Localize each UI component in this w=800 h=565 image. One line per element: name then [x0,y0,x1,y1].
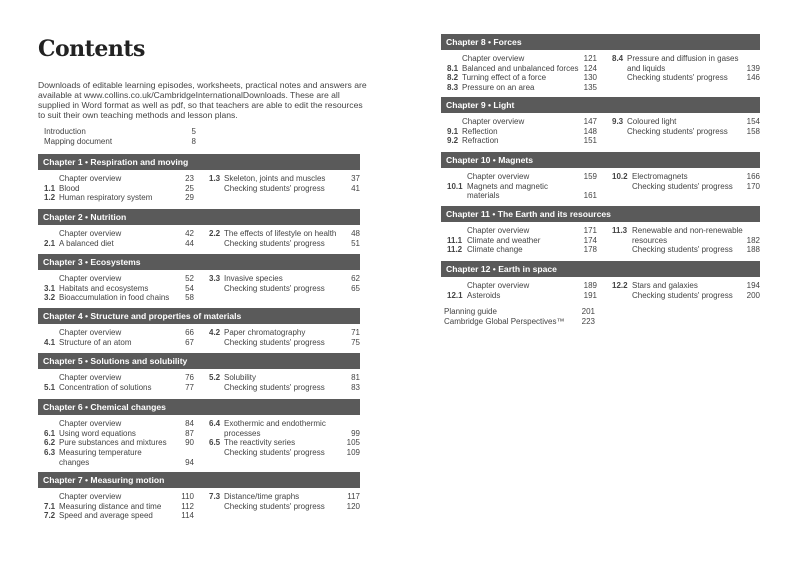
entry-label: Human respiratory system [59,193,153,203]
chapter-section [441,97,760,146]
contents-entry[interactable] [44,274,194,284]
section-number: 10.1 [447,181,463,191]
entry-page: 178 [583,245,597,255]
entry-label: Chapter overview [59,328,122,337]
section-number: 2.1 [44,238,56,248]
contents-entry[interactable] [44,511,194,521]
entry-label: Magnets and magnetic [467,181,548,191]
right-column [612,117,760,136]
entry-page: 109 [346,448,360,458]
section-number: 11.3 [612,226,628,235]
right-column [612,281,760,300]
entry-page: 5 [191,127,196,136]
contents-entry[interactable] [612,127,760,137]
entry-label: Speed and average speed [59,511,153,521]
contents-entry[interactable] [612,245,760,255]
entry-label: Turning effect of a force [462,73,547,83]
contents-entry[interactable] [44,383,194,393]
entry-label: Renewable and non-renewable [632,226,743,235]
entry-page: 120 [346,501,360,511]
entry-label: Skeleton, joints and muscles [224,174,326,183]
section-number: 3.1 [44,283,56,293]
entry-page: 58 [185,293,194,303]
entry-label: Chapter overview [462,54,525,63]
right-column [612,54,760,83]
left-column [44,373,194,392]
entry-page: 161 [583,191,597,201]
chapter-heading[interactable]: Chapter 1 • Respiration and moving [38,154,360,170]
right-column [209,229,360,248]
entry-label: Chapter overview [59,274,122,283]
entry-page: 90 [185,438,194,448]
contents-entry[interactable] [612,172,760,182]
section-number: 8.1 [447,63,459,73]
chapter-section [38,353,360,392]
contents-entry[interactable] [44,137,196,147]
left-column [44,419,194,468]
entry-page: 159 [583,172,597,181]
contents-entry[interactable] [209,284,360,294]
contents-entry[interactable] [447,117,597,127]
entry-page: 48 [351,229,360,238]
entry-page: 117 [347,492,360,501]
contents-entry[interactable] [209,502,360,512]
entry-page: 37 [351,174,360,183]
entry-page: 130 [583,73,597,83]
entry-page: 25 [185,183,194,193]
contents-entry[interactable] [209,274,360,284]
contents-entry[interactable] [447,64,597,74]
contents-entry[interactable] [612,281,760,291]
chapter-heading[interactable]: Chapter 7 • Measuring motion [38,472,360,488]
entry-label: Exothermic and endothermic [224,419,326,428]
contents-entry[interactable] [447,73,597,83]
section-number: 9.1 [447,126,459,136]
section-number: 8.3 [447,83,459,93]
entry-page: 51 [351,238,360,248]
contents-entry[interactable] [44,373,194,383]
entry-page: 71 [351,328,360,337]
section-number: 7.3 [209,492,221,501]
entry-page: 124 [583,63,597,73]
entry-label: Checking students' progress [224,183,325,193]
entry-page: 154 [746,117,760,126]
contents-entry[interactable] [447,136,597,146]
contents-entry[interactable] [209,448,360,458]
contents-entry[interactable] [44,502,194,512]
contents-entry[interactable] [612,73,760,83]
section-number: 6.1 [44,428,56,438]
section-number: 12.1 [447,290,463,300]
section-number: 1.1 [44,183,56,193]
entry-page: 139 [746,63,760,73]
entry-page: 121 [583,54,597,63]
chapter-heading[interactable]: Chapter 9 • Light [441,97,760,113]
entry-label-continued: changes [59,457,90,467]
chapter-heading[interactable]: Chapter 4 • Structure and properties of materials [38,308,360,324]
chapter-heading[interactable]: Chapter 2 • Nutrition [38,209,360,225]
left-column [44,174,194,203]
chapter-heading[interactable]: Chapter 5 • Solutions and solubility [38,353,360,369]
section-number: 5.2 [209,373,221,382]
contents-entry[interactable] [447,226,597,236]
right-column [209,373,360,392]
entry-label: Chapter overview [462,117,525,126]
contents-entry[interactable] [444,307,595,317]
contents-entry[interactable] [44,293,194,303]
section-number: 3.3 [209,274,221,283]
contents-entry[interactable] [209,438,360,448]
section-number: 2.2 [209,229,221,238]
chapter-section [38,154,360,203]
right-column [209,419,360,458]
entry-label: Electromagnets [632,172,688,181]
entry-page: 29 [185,193,194,203]
entry-label: The reactivity series [224,438,296,448]
entry-page: 54 [185,283,194,293]
entry-label: Pure substances and mixtures [59,438,167,448]
right-column [209,174,360,193]
section-number: 8.2 [447,73,459,83]
entry-label: Checking students' progress [224,283,325,293]
entry-page: 166 [746,172,760,181]
entry-page: 77 [185,382,194,392]
chapter-section [38,308,360,347]
chapter-heading[interactable]: Chapter 8 • Forces [441,34,760,50]
entry-page: 66 [185,328,194,337]
entry-label: Asteroids [467,290,501,300]
contents-entry[interactable] [447,182,597,201]
entry-page: 110 [181,492,194,501]
contents-entry[interactable] [209,419,360,438]
section-number: 6.3 [44,448,56,458]
entry-page: 170 [746,181,760,191]
section-number: 11.1 [447,235,463,245]
chapter-section [441,152,760,201]
contents-entry[interactable] [612,226,760,245]
intro-paragraph: Downloads of editable learning episodes, worksheets, practical notes and answers are available at www.collins.co.uk/CambridgeInternationalDownloads. These are all supplied in Word format as well as pdf, so that teachers are able to edit the resources to suit their own teaching methods and lesson plans. [38,80,367,120]
entry-label: Checking students' progress [632,245,733,255]
section-number: 9.3 [612,117,624,126]
contents-entry[interactable] [44,239,194,249]
entry-label: Chapter overview [59,492,122,501]
entry-label: The effects of lifestyle on health [224,229,337,238]
left-column [447,117,597,146]
section-number: 6.2 [44,438,56,448]
entry-label: Chapter overview [59,229,122,238]
contents-entry[interactable] [209,174,360,184]
section-number: 7.2 [44,511,56,521]
contents-entry[interactable] [444,317,595,327]
entry-label: Checking students' progress [632,290,733,300]
entry-label: Solubility [224,373,257,382]
chapter-section [441,34,760,93]
left-column [44,229,194,248]
contents-entry[interactable] [44,438,194,448]
entry-label: Checking students' progress [627,73,728,83]
entry-label: Checking students' progress [632,181,733,191]
entry-label: Balanced and unbalanced forces [462,63,579,73]
section-number: 8.4 [612,54,624,63]
entry-label: Stars and galaxies [632,281,698,290]
entry-label: Chapter overview [467,281,530,290]
entry-label: Climate and weather [467,235,541,245]
entry-page: 191 [583,290,597,300]
contents-entry[interactable] [44,448,194,467]
section-number: 10.2 [612,172,628,181]
contents-entry[interactable] [44,419,194,429]
entry-label: Checking students' progress [224,382,325,392]
entry-page: 76 [185,373,194,382]
left-column [447,281,597,300]
entry-page: 94 [185,457,194,467]
chapter-heading[interactable]: Chapter 11 • The Earth and its resources [441,206,760,222]
entry-label: Invasive species [224,274,283,283]
contents-entry[interactable] [209,492,360,502]
entry-label: Checking students' progress [224,238,325,248]
chapter-heading[interactable]: Chapter 3 • Ecosystems [38,254,360,270]
entry-page: 81 [351,373,360,382]
entry-page: 65 [351,283,360,293]
section-number: 7.1 [44,501,56,511]
entry-page: 223 [581,316,595,326]
entry-page: 87 [185,428,194,438]
section-number: 12.2 [612,281,628,290]
entry-page: 188 [746,245,760,255]
right-column [612,226,760,255]
contents-entry[interactable] [209,229,360,239]
entry-label: Chapter overview [59,373,122,382]
entry-label: Pressure on an area [462,83,535,93]
entry-label: Planning guide [444,307,497,316]
section-number: 5.1 [44,382,56,392]
front-matter-list [44,127,196,147]
entry-label: Refraction [462,136,499,146]
left-column [44,328,194,347]
entry-page: 99 [351,428,360,438]
page-title: Contents [38,36,145,62]
entry-page: 8 [191,136,196,146]
chapter-heading[interactable]: Chapter 10 • Magnets [441,152,760,168]
contents-entry[interactable] [447,172,597,182]
right-column [612,172,760,191]
contents-entry[interactable] [447,291,597,301]
contents-entry[interactable] [44,229,194,239]
contents-entry[interactable] [447,54,597,64]
entry-label: Blood [59,183,80,193]
section-number: 6.4 [209,419,221,428]
contents-entry[interactable] [44,184,194,194]
entry-page: 41 [351,183,360,193]
entry-page: 171 [583,226,597,235]
contents-entry[interactable] [209,328,360,338]
entry-label: Structure of an atom [59,337,132,347]
contents-entry[interactable] [612,117,760,127]
contents-entry[interactable] [44,284,194,294]
entry-page: 147 [583,117,597,126]
entry-page: 114 [181,511,194,521]
contents-entry[interactable] [209,184,360,194]
contents-entry[interactable] [44,174,194,184]
chapter-section [38,254,360,303]
entry-label: Chapter overview [59,174,122,183]
contents-entry[interactable] [447,236,597,246]
section-number: 6.5 [209,438,221,448]
contents-entry[interactable] [44,193,194,203]
contents-entry[interactable] [612,182,760,192]
entry-label-continued: materials [467,191,500,201]
entry-label-continued: and liquids [627,63,666,73]
entry-label: Concentration of solutions [59,382,152,392]
entry-page: 200 [746,290,760,300]
contents-entry[interactable] [209,373,360,383]
entry-page: 105 [346,438,360,448]
entry-page: 151 [583,136,597,146]
right-column [209,492,360,511]
section-number: 9.2 [447,136,459,146]
chapter-heading[interactable]: Chapter 12 • Earth in space [441,261,760,277]
section-number: 4.1 [44,337,56,347]
contents-entry[interactable] [447,281,597,291]
contents-entry[interactable] [612,54,760,73]
entry-page: 75 [351,337,360,347]
entry-label: Checking students' progress [627,126,728,136]
entry-page: 148 [583,126,597,136]
entry-label: Checking students' progress [224,337,325,347]
entry-label: Checking students' progress [224,501,325,511]
entry-label: Mapping document [44,136,113,146]
left-column [447,54,597,93]
contents-entry[interactable] [44,328,194,338]
chapter-section [38,209,360,248]
right-column [209,328,360,347]
entry-page: 158 [746,126,760,136]
chapter-section [441,206,760,255]
chapter-section [38,399,360,467]
entry-label: Using word equations [59,428,136,438]
contents-entry[interactable] [44,338,194,348]
left-column [447,172,597,201]
section-number: 1.3 [209,174,221,183]
entry-label: Pressure and diffusion in gases [627,54,739,63]
contents-entry[interactable] [612,291,760,301]
contents-entry[interactable] [44,429,194,439]
entry-page: 135 [583,83,597,93]
contents-entry[interactable] [44,127,196,137]
back-matter-list [444,307,595,327]
left-column [44,274,194,303]
section-number: 3.2 [44,293,56,303]
entry-label: Chapter overview [59,419,122,428]
entry-label: Bioaccumulation in food chains [59,293,170,303]
right-column [209,274,360,293]
contents-entry[interactable] [209,383,360,393]
entry-label: Chapter overview [467,172,530,181]
entry-page: 112 [181,501,194,511]
entry-label: Distance/time graphs [224,492,300,501]
entry-label: Introduction [44,127,86,136]
entry-page: 201 [581,307,595,316]
entry-page: 146 [746,73,760,83]
entry-page: 67 [185,337,194,347]
entry-page: 83 [351,382,360,392]
entry-label: Coloured light [627,117,677,126]
section-number: 4.2 [209,328,221,337]
contents-entry[interactable] [447,83,597,93]
contents-entry[interactable] [447,127,597,137]
entry-page: 182 [746,235,760,245]
section-number: 11.2 [447,245,463,255]
entry-label: Measuring temperature [59,448,142,458]
entry-label: Checking students' progress [224,448,325,458]
entry-page: 44 [185,238,194,248]
entry-label: Reflection [462,126,498,136]
entry-label: Cambridge Global Perspectives™ [444,316,565,326]
entry-label: Paper chromatography [224,328,306,337]
entry-label-continued: resources [632,235,668,245]
entry-page: 23 [185,174,194,183]
entry-page: 42 [185,229,194,238]
entry-page: 194 [746,281,760,290]
contents-entry[interactable] [209,338,360,348]
entry-label: Climate change [467,245,523,255]
entry-page: 62 [351,274,360,283]
section-number: 1.2 [44,193,56,203]
contents-entry[interactable] [447,245,597,255]
contents-entry[interactable] [209,239,360,249]
entry-label-continued: processes [224,428,261,438]
left-column [44,492,194,521]
entry-label: A balanced diet [59,238,114,248]
chapter-section [38,472,360,521]
contents-entry[interactable] [44,492,194,502]
entry-page: 174 [583,235,597,245]
chapter-section [441,261,760,300]
entry-label: Habitats and ecosystems [59,283,149,293]
entry-label: Measuring distance and time [59,501,162,511]
entry-page: 189 [583,281,597,290]
left-column [447,226,597,255]
entry-label: Chapter overview [467,226,530,235]
entry-page: 52 [185,274,194,283]
chapter-heading[interactable]: Chapter 6 • Chemical changes [38,399,360,415]
entry-page: 84 [185,419,194,428]
